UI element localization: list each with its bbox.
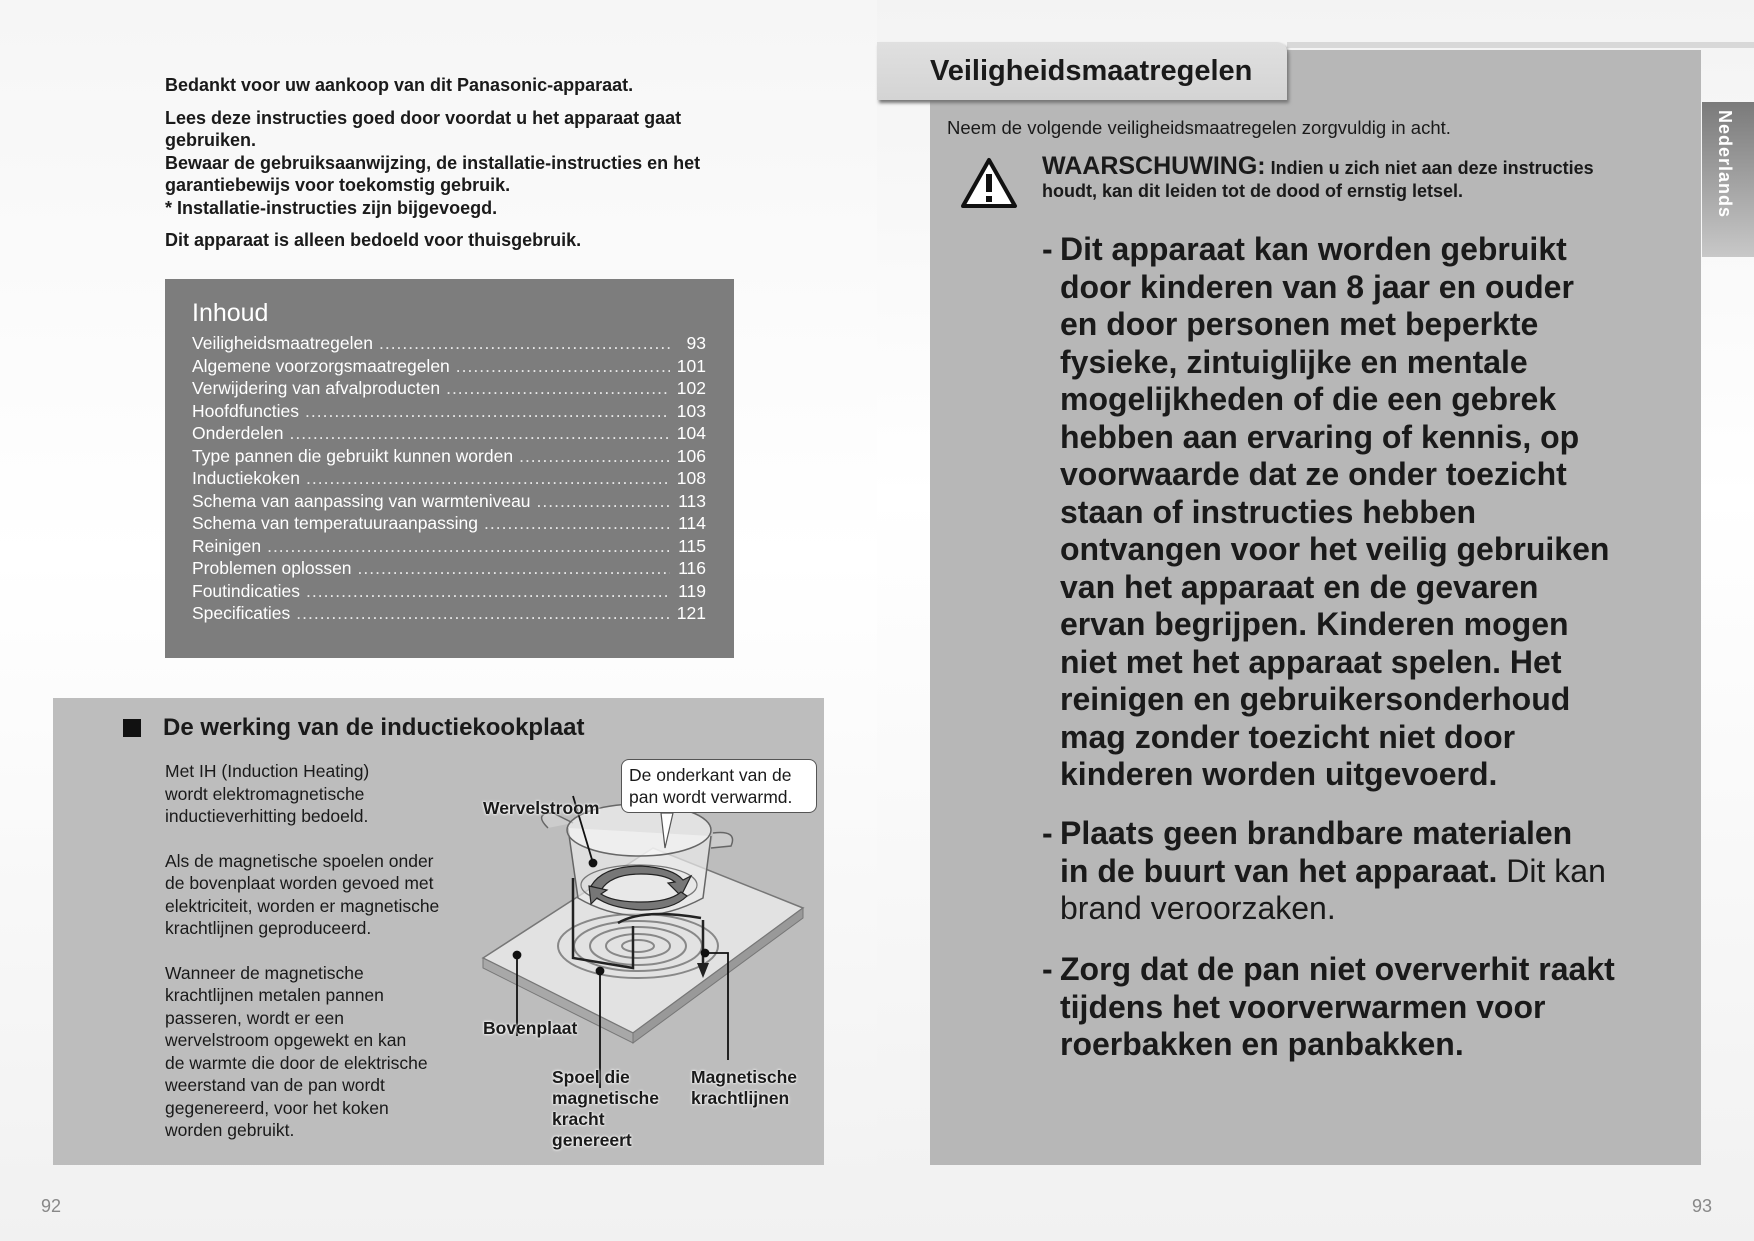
toc-entry — [192, 445, 706, 468]
toc-entry-title: Type pannen die gebruikt kunnen worden — [192, 445, 514, 466]
coil-label: Spoel die magnetische kracht genereert — [552, 1067, 659, 1150]
induction-title: De werking van de inductiekookplaat — [123, 714, 584, 742]
toc-entry-title: Hoofdfuncties — [192, 400, 300, 421]
toc-entry — [192, 602, 706, 625]
bullet-square-icon — [123, 719, 141, 737]
section-header-tab — [877, 42, 1287, 100]
toc-leader-dots — [305, 400, 670, 423]
toc-leader-dots — [296, 602, 670, 625]
toc-leader-dots — [519, 445, 670, 468]
toc-leader-dots — [306, 467, 670, 490]
toc-leader-dots — [358, 557, 670, 580]
toc-leader-dots — [306, 580, 670, 603]
induction-description — [165, 760, 465, 1164]
toc-entry-page: 114 — [678, 513, 706, 533]
section-title: Veiligheidsmaatregelen — [930, 55, 1253, 87]
toc-entry-page: 104 — [676, 423, 706, 443]
toc-entry-title: Veiligheidsmaatregelen — [192, 333, 373, 353]
toc-entry — [192, 467, 706, 490]
toc-leader-dots — [446, 377, 670, 400]
toc-leader-dots — [379, 332, 670, 355]
toc-leader-dots — [456, 355, 670, 378]
toc-entry — [192, 512, 706, 535]
toc-entry-title: Verwijdering van afvalproducten — [192, 378, 441, 398]
toc-entry — [192, 535, 706, 558]
field-lines-label: Magnetische krachtlijnen — [691, 1067, 797, 1108]
toc-entry — [192, 422, 706, 445]
read-instructions-text: Lees deze instructies goed door voordat u het apparaat gaat gebruiken. Bewaar de gebruiksaanwijzing, de installatie-instructies en het garantiebewijs voor toekomstig gebruik. * Installatie-instructies zijn bijgevoegd. — [165, 107, 701, 218]
toc-entry-page: 121 — [676, 603, 706, 623]
induction-para-2: Als de magnetische spoelen onder de bovenplaat worden gevoed met elektriciteit, worden er magnetische krachtlijnen geproduceerd. — [165, 850, 440, 938]
toc-entry-title: Schema van aanpassing van warmteniveau — [192, 490, 531, 511]
toc-entry-title: Specificaties — [192, 603, 291, 623]
induction-para-1: Met IH (Induction Heating) wordt elektromagnetische inductieverhitting bedoeld. — [165, 761, 370, 826]
toc-entry-title: Problemen oplossen — [192, 558, 352, 578]
top-plate-label: Bovenplaat — [483, 1018, 578, 1038]
home-use-text: Dit apparaat is alleen bedoeld voor thuisgebruik. — [165, 230, 582, 250]
toc-entry — [192, 580, 706, 603]
toc-entry-title: Algemene voorzorgsmaatregelen — [192, 355, 450, 376]
toc-entry-page: 103 — [676, 400, 706, 421]
toc-entry-page: 102 — [676, 378, 706, 398]
page-number-right: 93 — [1692, 1196, 1713, 1216]
toc-leader-dots — [267, 535, 670, 558]
toc-entry — [192, 490, 706, 513]
toc-entry-page: 115 — [678, 535, 706, 556]
header-rule — [1287, 42, 1754, 48]
eddy-current-label: Wervelstroom — [483, 798, 600, 818]
induction-section — [53, 698, 824, 1165]
toc-entry-page: 113 — [678, 490, 706, 511]
induction-para-3: Wanneer de magnetische krachtlijnen metalen pannen passeren, wordt er een wervelstroom opgewekt en kan de warmte die door de elektrische weerstand van de pan wordt gegenereerd, voor het koken worden gebruikt. — [165, 962, 428, 1140]
toc-entry-title: Foutindicaties — [192, 580, 300, 601]
toc-entry-title: Inductiekoken — [192, 468, 300, 488]
toc-entry — [192, 557, 706, 580]
toc-entry — [192, 400, 706, 423]
warning-label: WAARSCHUWING: — [1042, 152, 1266, 180]
table-of-contents — [165, 279, 734, 658]
toc-entry — [192, 377, 706, 400]
pan-heated-callout: De onderkant van de pan wordt verwarmd. — [621, 759, 817, 813]
toc-leader-dots — [484, 512, 670, 535]
toc-entry-page: 106 — [676, 445, 706, 466]
toc-entry — [192, 332, 706, 355]
warning-text: WAARSCHUWING: Indien u zich niet aan deze instructies houdt, kan dit leiden tot de dood of ernstig letsel. — [1042, 152, 1594, 201]
toc-title: Inhoud — [192, 299, 269, 327]
thanks-text: Bedankt voor uw aankoop van dit Panasonic-apparaat. — [165, 75, 634, 95]
language-tab: Nederlands — [1702, 102, 1754, 257]
toc-entry-page: 108 — [676, 468, 706, 488]
intro-text — [165, 74, 745, 262]
safety-intro: Neem de volgende veiligheidsmaatregelen zorgvuldig in acht. — [947, 117, 1451, 138]
page-number-left: 92 — [41, 1196, 62, 1216]
toc-entry-page: 101 — [676, 355, 706, 376]
toc-entry-title: Onderdelen — [192, 423, 284, 443]
toc-leader-dots — [537, 490, 670, 513]
toc-leader-dots — [289, 422, 670, 445]
toc-entry-title: Reinigen — [192, 535, 262, 556]
toc-entry — [192, 355, 706, 378]
toc-entry-title: Schema van temperatuuraanpassing — [192, 513, 479, 533]
toc-entry-page: 119 — [678, 580, 706, 601]
toc-entry-page: 116 — [678, 558, 706, 578]
toc-entry-page: 93 — [686, 333, 706, 353]
warning-triangle-icon — [960, 157, 1018, 209]
